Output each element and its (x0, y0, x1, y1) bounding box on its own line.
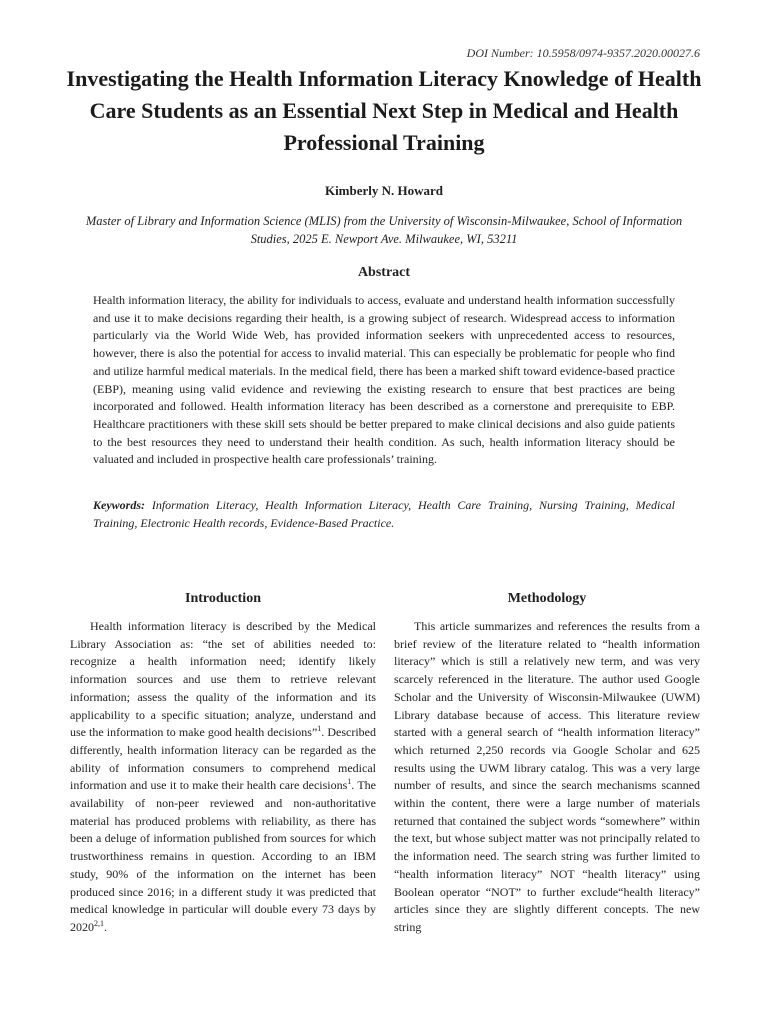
abstract-heading: Abstract (357, 265, 411, 280)
citation-2: 1 (347, 777, 352, 787)
methodology-heading: Methodology (507, 591, 587, 606)
paper-title: Investigating the Health Information Literacy Knowledge of Health Care Students as an Essential Next Step in Medical and Health Professional Training (66, 66, 702, 155)
intro-text-1: Health information literacy is described by the Medical Library Association as: “the set of abilities needed to: recognize a health information need; identify likely information sources and use them to retrieve relevant information; assess the quality of the information and its applicability to a specific situation; analyze, understand and use the information to make good health decisions” (70, 619, 376, 740)
intro-text-2: . Described differently, health information literacy can be regarded as the ability of information consumers to comprehend medical information and use it to make their health care decisions (70, 725, 376, 793)
author-name: Kimberly N. Howard (324, 183, 444, 198)
intro-text-3: . The availability of non-peer reviewed and non-authoritative material has produced problems with reliability, as there has been a deluge of information published from sources for which trustworthiness remains in question. According to an IBM study, 90% of the information on the internet has been produced since 2016; in a different study it was predicted that medical knowledge in particular will double every 73 days by 2020 (70, 778, 376, 934)
methodology-paragraph: This article summarizes and references the results from a brief review of the literature related to “health information literacy” which is still a relatively new term, and was very scarcely referenced in the literature. The author used Google Scholar and the University of Wisconsin-Milwaukee (UWM) Library database because of access. This literature review started with a general search of “health information literacy” which returned 2,250 records via Google Scholar and 625 results using the UWM library catalog. This was a very large number of results, and since the search mechanisms scanned within the content, there were a large number of materials returned that contained the subject words “somewhere” within the text, but whose subject matter was not principally related to the information need. The search string was further limited to “health information literacy” NOT “health literacy” using Boolean operator “NOT” to further exclude“health literacy” articles since they are slightly different concepts. The new string (394, 619, 700, 934)
citation-3: 2,1 (94, 918, 104, 928)
introduction-heading: Introduction (185, 591, 261, 606)
citation-1: 1 (317, 724, 322, 734)
keywords-text: Information Literacy, Health Information Literacy, Health Care Training, Nursing Training, Medical Training, Electronic Health records, Evidence-Based Practice. (93, 498, 675, 530)
keywords (93, 497, 675, 532)
doi-number: DOI Number: 10.5958/0974-9357.2020.00027.6 (466, 46, 700, 60)
intro-text-4: . (104, 919, 107, 934)
keywords-label: Keywords: (93, 498, 145, 512)
introduction-section (70, 590, 376, 937)
introduction-paragraph (70, 618, 376, 937)
abstract-text: Health information literacy, the ability for individuals to access, evaluate and understand health information successfully and use it to make decisions regarding their health, is a growing subject of research. Widespread access to information particularly via the World Wide Web, has provided information seekers with unprecedented access to resources, however, there is also the potential for access to invalid material. This can especially be problematic for people who find and utilize harmful medical materials. In the medical field, there has been a marked shift toward evidence-based practice (EBP), meaning using valid evidence and reviewing the existing research to ensure that best practices are being incorporated and followed. Health information literacy has been described as a cornerstone and prerequisite to EBP. Healthcare practitioners with these skill sets should be better prepared to make clinical decisions and also guide patients to the best resources they need to understand their health condition. As such, health information literacy should be valuated and included in prospective health care professionals’ training. (93, 293, 675, 467)
methodology-section (394, 590, 700, 937)
author-affiliation: Master of Library and Information Science (MLIS) from the University of Wisconsin-Milwaukee, School of Information Studies, 2025 E. Newport Ave. Milwaukee, WI, 53211 (85, 214, 683, 246)
